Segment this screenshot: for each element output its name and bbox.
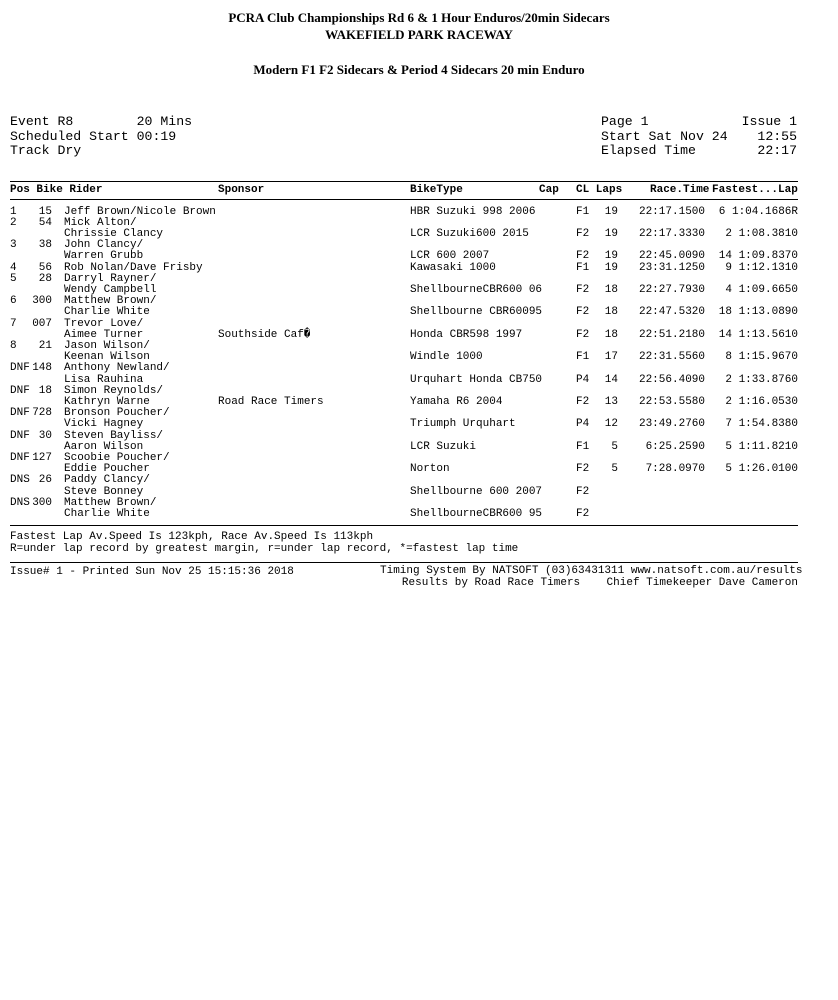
bike-number-cell: 007: [32, 318, 52, 330]
laps-cell: 14: [604, 374, 618, 386]
rider-cell: Matthew Brown/: [64, 295, 157, 307]
class-cell: F2: [576, 250, 590, 262]
race-time-cell: 22:45.0090: [638, 250, 705, 262]
biketype-cell: Honda CBR598 1997: [410, 329, 523, 341]
race-time-cell: 22:53.5580: [638, 396, 705, 408]
bike-number-cell: 28: [38, 273, 52, 285]
bike-number-cell: 127: [32, 452, 52, 464]
biketype-cell: Shellbourne CBR60095: [410, 306, 543, 318]
print-info: Issue# 1 - Printed Sun Nov 25 15:15:36 2018: [10, 566, 294, 578]
pos-cell: DNF: [10, 385, 30, 397]
results-by: Results by Road Race Timers Chief Timekeeper Dave Cameron: [401, 576, 798, 589]
rider-cell: Keenan Wilson: [64, 351, 150, 363]
fastest-lap-cell: 9 1:12.1310: [725, 262, 798, 274]
rider-cell: Chrissie Clancy: [64, 228, 164, 240]
biketype-cell: LCR Suzuki: [410, 441, 477, 453]
page-number: Page 1: [601, 114, 649, 129]
laps-cell: 19: [604, 206, 618, 218]
race-time-cell: 22:56.4090: [638, 374, 705, 386]
biketype-cell: Norton: [410, 463, 450, 475]
col-pos-bike-rider: Pos Bike Rider: [10, 184, 103, 196]
class-cell: P4: [576, 374, 590, 386]
class-cell: F1: [576, 262, 590, 274]
legend-note: R=under lap record by greatest margin, r=under lap record, *=fastest lap time: [10, 542, 519, 555]
biketype-cell: Triumph Urquhart: [410, 418, 516, 430]
venue-title: WAKEFIELD PARK RACEWAY: [325, 27, 513, 42]
header-top-rule: [10, 181, 798, 182]
start-time: 12:55: [757, 128, 797, 144]
fastest-lap-cell: 5 1:11.8210: [725, 441, 798, 453]
page-info: [601, 115, 797, 159]
class-cell: F2: [576, 463, 590, 475]
col-cap: Cap: [539, 184, 559, 196]
rider-cell: Matthew Brown/: [64, 497, 157, 509]
footer-rule: [10, 562, 798, 563]
race-time-cell: 22:17.3330: [638, 228, 705, 240]
class-cell: F1: [576, 441, 590, 453]
rider-cell: Simon Reynolds/: [64, 385, 164, 397]
laps-cell: 5: [611, 441, 618, 453]
pos-cell: DNF: [10, 452, 30, 464]
class-cell: F2: [576, 284, 590, 296]
laps-cell: 19: [604, 262, 618, 274]
fastest-lap-cell: 2 1:33.8760: [725, 374, 798, 386]
laps-cell: 5: [611, 463, 618, 475]
sponsor-cell: Road Race Timers: [218, 396, 324, 408]
rider-cell: Scoobie Poucher/: [64, 452, 170, 464]
elapsed-label: Elapsed Time: [601, 143, 696, 159]
table-row: [0, 419, 838, 430]
pos-cell: 4: [10, 262, 17, 274]
rider-cell: John Clancy/: [64, 239, 144, 251]
bike-number-cell: 21: [38, 340, 52, 352]
class-cell: F1: [576, 351, 590, 363]
laps-cell: 18: [604, 329, 618, 341]
race-time-cell: 22:27.7930: [638, 284, 705, 296]
bike-number-cell: 15: [38, 206, 52, 218]
rider-cell: Steven Bayliss/: [64, 430, 164, 442]
event-line: Event R8 20 Mins: [10, 114, 193, 129]
race-time-cell: 23:49.2760: [638, 418, 705, 430]
rider-cell: Jeff Brown/Nicole Brown: [64, 206, 216, 218]
biketype-cell: LCR Suzuki600 2015: [410, 228, 529, 240]
rider-cell: Aimee Turner: [64, 329, 144, 341]
rider-cell: Charlie White: [64, 508, 150, 520]
timing-credits: [380, 565, 803, 589]
biketype-cell: Shellbourne 600 2007: [410, 486, 543, 498]
fastest-lap-cell: 8 1:15.9670: [725, 351, 798, 363]
laps-cell: 13: [604, 396, 618, 408]
rider-cell: Paddy Clancy/: [64, 474, 150, 486]
rider-cell: Eddie Poucher: [64, 463, 150, 475]
fastest-lap-cell: 7 1:54.8380: [725, 418, 798, 430]
bike-number-cell: 300: [32, 295, 52, 307]
biketype-cell: ShellbourneCBR600 95: [410, 508, 543, 520]
race-time-cell: 22:51.2180: [638, 329, 705, 341]
laps-cell: 17: [604, 351, 618, 363]
pos-cell: 5: [10, 273, 17, 285]
table-row: [0, 363, 838, 374]
fastest-lap-cell: 14 1:13.5610: [718, 329, 798, 341]
biketype-cell: ShellbourneCBR600 06: [410, 284, 543, 296]
fastest-lap-cell: 4 1:09.6650: [725, 284, 798, 296]
laps-cell: 18: [604, 284, 618, 296]
bike-number-cell: 56: [38, 262, 52, 274]
rider-cell: Darryl Rayner/: [64, 273, 157, 285]
bike-number-cell: 30: [38, 430, 52, 442]
bike-number-cell: 728: [32, 407, 52, 419]
race-time-cell: 6:25.2590: [645, 441, 705, 453]
timing-system: Timing System By NATSOFT (03)63431311 www.natsoft.com.au/results: [380, 565, 803, 577]
biketype-cell: Yamaha R6 2004: [410, 396, 503, 408]
rider-cell: Rob Nolan/Dave Frisby: [64, 262, 203, 274]
biketype-cell: LCR 600 2007: [410, 250, 490, 262]
header-bottom-rule: [10, 199, 798, 200]
pos-cell: 7: [10, 318, 17, 330]
pos-cell: 6: [10, 295, 17, 307]
rider-cell: Aaron Wilson: [64, 441, 144, 453]
col-race-time: Race.Time: [650, 184, 710, 196]
class-cell: F2: [576, 486, 590, 498]
race-time-cell: 22:17.1500: [638, 206, 705, 218]
rider-cell: Steve Bonney: [64, 486, 144, 498]
results-header: [0, 184, 838, 198]
class-cell: F2: [576, 329, 590, 341]
rider-cell: Charlie White: [64, 306, 150, 318]
rider-cell: Trevor Love/: [64, 318, 144, 330]
race-time-cell: 22:31.5560: [638, 351, 705, 363]
rider-cell: Warren Grubb: [64, 250, 144, 262]
pos-cell: DNF: [10, 407, 30, 419]
race-time-cell: 23:31.1250: [638, 262, 705, 274]
race-notes: [10, 532, 518, 555]
fastest-lap-cell: 2 1:08.3810: [725, 228, 798, 240]
class-cell: F1: [576, 206, 590, 218]
biketype-cell: Urquhart Honda CB750: [410, 374, 543, 386]
pos-cell: 3: [10, 239, 17, 251]
bike-number-cell: 300: [32, 497, 52, 509]
rider-cell: Kathryn Warne: [64, 396, 150, 408]
table-bottom-rule: [10, 525, 798, 526]
pos-cell: DNF: [10, 430, 30, 442]
rider-cell: Vicki Hagney: [64, 418, 144, 430]
race-time-cell: 22:47.5320: [638, 306, 705, 318]
bike-number-cell: 38: [38, 239, 52, 251]
pos-cell: 1: [10, 206, 17, 218]
laps-cell: 12: [604, 418, 618, 430]
table-row: [0, 307, 838, 318]
event-info: [10, 115, 192, 159]
class-cell: F2: [576, 396, 590, 408]
pos-cell: DNS: [10, 497, 30, 509]
rider-cell: Lisa Rauhina: [64, 374, 144, 386]
pos-cell: DNF: [10, 362, 30, 374]
rider-cell: Jason Wilson/: [64, 340, 150, 352]
col-sponsor: Sponsor: [218, 184, 265, 196]
class-cell: F2: [576, 228, 590, 240]
fastest-lap-cell: 18 1:13.0890: [718, 306, 798, 318]
start-date: Start Sat Nov 24: [601, 128, 728, 144]
issue-number: Issue 1: [741, 114, 797, 129]
elapsed-time: 22:17: [757, 143, 797, 159]
bike-number-cell: 148: [32, 362, 52, 374]
table-row: [0, 509, 838, 520]
bike-number-cell: 18: [38, 385, 52, 397]
laps-cell: 19: [604, 250, 618, 262]
rider-cell: Wendy Campbell: [64, 284, 157, 296]
biketype-cell: Windle 1000: [410, 351, 483, 363]
track-condition: Track Dry: [10, 143, 82, 159]
col-cl-laps: CL Laps: [576, 184, 623, 196]
table-row: [0, 475, 838, 486]
class-cell: P4: [576, 418, 590, 430]
race-time-cell: 7:28.0970: [645, 463, 705, 475]
biketype-cell: HBR Suzuki 998 2006: [410, 206, 536, 218]
laps-cell: 19: [604, 228, 618, 240]
bike-number-cell: 26: [38, 474, 52, 486]
pos-cell: DNS: [10, 474, 30, 486]
speed-note: Fastest Lap Av.Speed Is 123kph, Race Av.Speed Is 113kph: [10, 531, 374, 543]
class-cell: F2: [576, 508, 590, 520]
bike-number-cell: 54: [38, 217, 52, 229]
rider-cell: Mick Alton/: [64, 217, 137, 229]
pos-cell: 8: [10, 340, 17, 352]
fastest-lap-cell: 5 1:26.0100: [725, 463, 798, 475]
scheduled-start: Scheduled Start 00:19: [10, 128, 177, 144]
sponsor-cell: Southside Caf�: [218, 329, 311, 341]
class-cell: F2: [576, 306, 590, 318]
race-subtitle: Modern F1 F2 Sidecars & Period 4 Sidecars 20 min Enduro: [253, 62, 585, 77]
fastest-lap-cell: 6 1:04.1686R: [718, 206, 798, 218]
fastest-lap-cell: 14 1:09.8370: [718, 250, 798, 262]
pos-cell: 2: [10, 217, 17, 229]
col-biketype: BikeType: [410, 184, 463, 196]
col-fastest-lap: Fastest...Lap: [712, 184, 798, 196]
rider-cell: Bronson Poucher/: [64, 407, 170, 419]
table-row: [0, 251, 838, 262]
laps-cell: 18: [604, 306, 618, 318]
fastest-lap-cell: 2 1:16.0530: [725, 396, 798, 408]
report-title: PCRA Club Championships Rd 6 & 1 Hour Enduros/20min Sidecars: [228, 10, 610, 25]
rider-cell: Anthony Newland/: [64, 362, 170, 374]
biketype-cell: Kawasaki 1000: [410, 262, 496, 274]
